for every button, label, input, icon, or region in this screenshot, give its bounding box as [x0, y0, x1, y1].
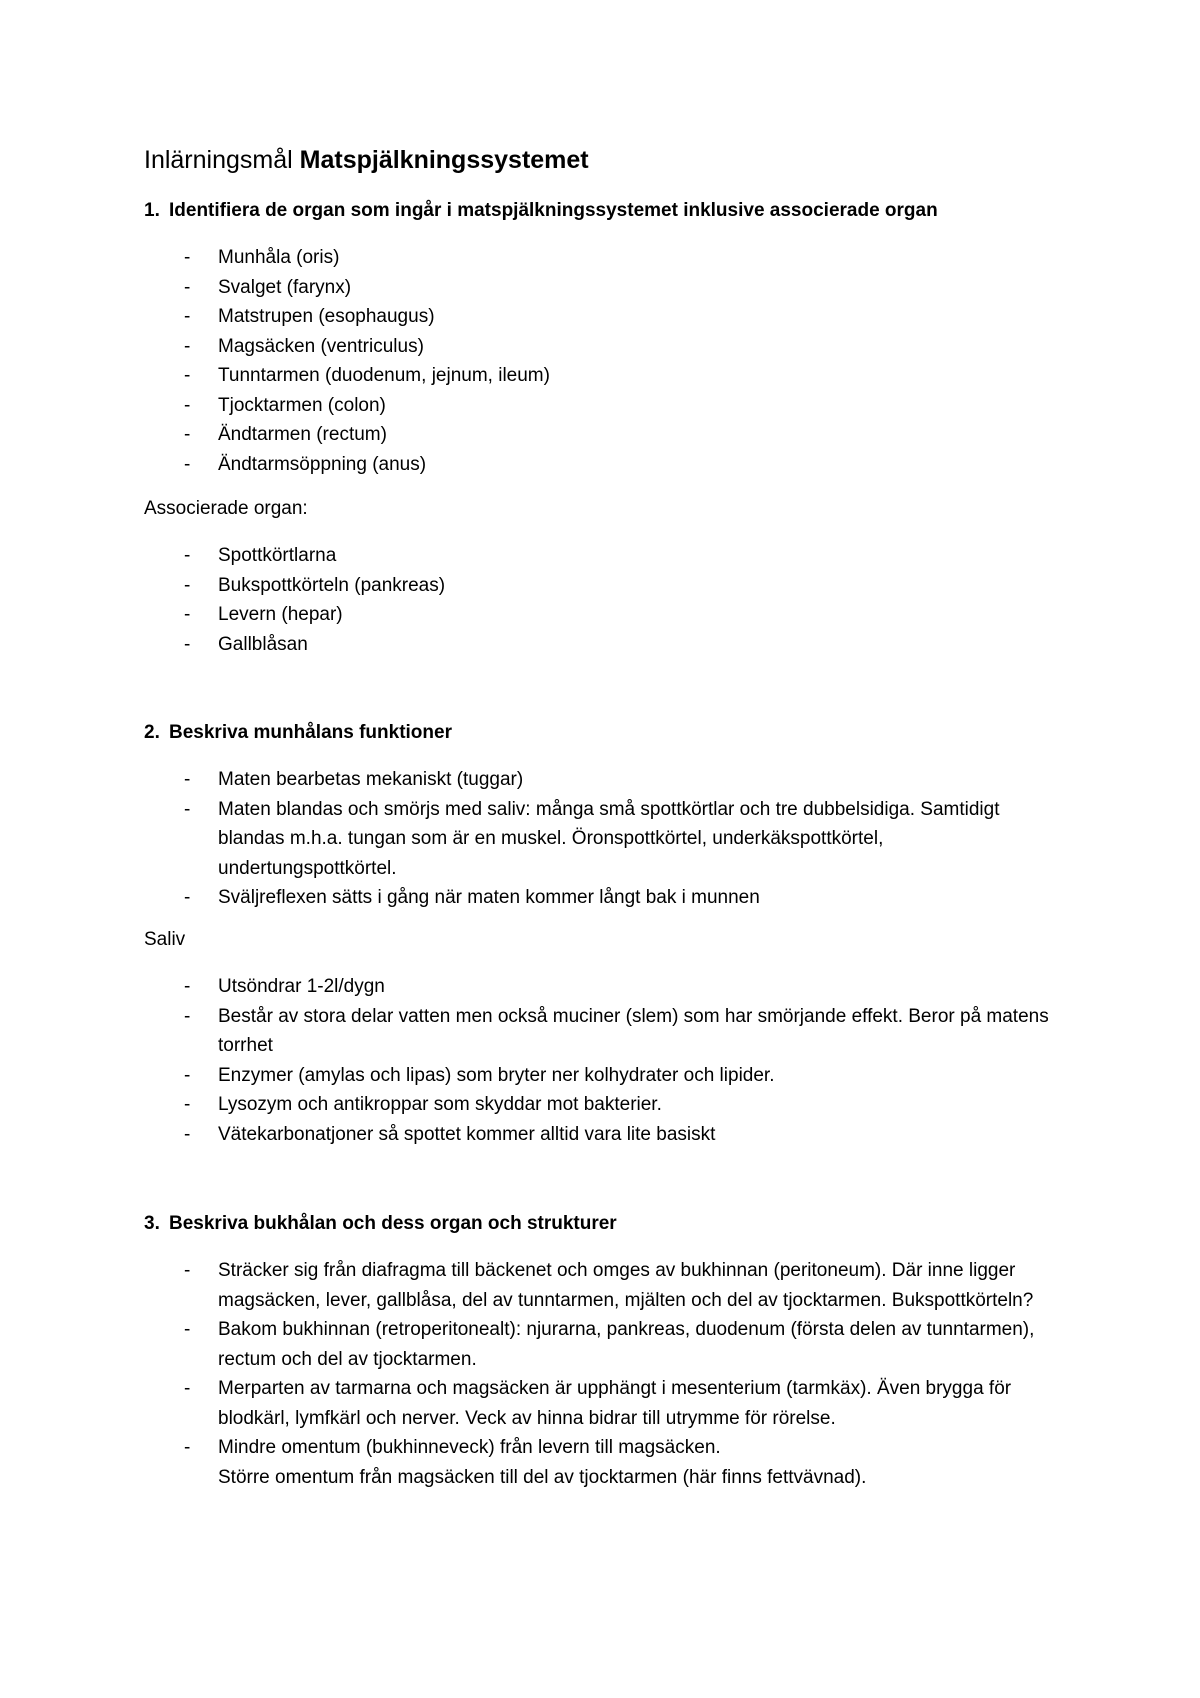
list-item-continuation: Större omentum från magsäcken till del av tjocktarmen (här finns fettvävnad).: [218, 1466, 867, 1488]
section-2-heading: [144, 722, 452, 744]
list-item: - Spottkörtlarna: [184, 545, 337, 566]
mouth-functions-list: [184, 765, 1064, 913]
list-item: - Tjocktarmen (colon): [184, 394, 386, 416]
list-item: - Vätekarbonatjoner så spottet kommer alltid vara lite basiskt: [184, 1123, 716, 1145]
saliva-label: Saliv: [144, 929, 186, 950]
list-item: - Lysozym och antikroppar som skyddar mot bakterier.: [184, 1094, 662, 1115]
list-item: - Maten blandas och smörjs med saliv: många små spottkörtlar och tre dubbelsidiga. Samtidigt blandas m.h.a. tungan som är en muskel. Öronspottkörtel, underkäkspottkörtel, undertungspottkörtel.: [184, 798, 1000, 879]
list-item: - Utsöndrar 1-2l/dygn: [184, 976, 385, 997]
section-number: 3.: [144, 1213, 160, 1234]
associated-organs-list: [184, 541, 1064, 659]
section-number: 1.: [144, 200, 160, 221]
list-item: - Enzymer (amylas och lipas) som bryter ner kolhydrater och lipider.: [184, 1064, 775, 1086]
list-item: - Gallblåsan: [184, 633, 308, 655]
abdominal-cavity-list: [184, 1256, 1064, 1492]
title-bold: Matspjälkningssystemet: [299, 146, 589, 174]
list-item: - Ändtarmsöppning (anus): [184, 453, 427, 475]
section-heading-text: Beskriva bukhålan och dess organ och strukturer: [169, 1213, 617, 1234]
section-heading-text: Beskriva munhålans funktioner: [169, 722, 452, 743]
list-item: - Merparten av tarmarna och magsäcken är upphängt i mesenterium (tarmkäx). Även brygga för blodkärl, lymfkärl och nerver. Veck av hinna bidrar till utrymme för rörelse.: [184, 1378, 1012, 1429]
list-item: - Magsäcken (ventriculus): [184, 335, 424, 357]
associated-organs-label: Associerade organ:: [144, 498, 308, 519]
list-item: - Bukspottkörteln (pankreas): [184, 574, 446, 596]
section-heading-text: Identifiera de organ som ingår i matspjälkningssystemet inklusive associerade organ: [169, 200, 938, 221]
list-item: - Matstrupen (esophaugus): [184, 306, 435, 327]
section-1-organ-list: [184, 243, 1064, 479]
list-item: - Bakom bukhinnan (retroperitonealt): njurarna, pankreas, duodenum (första delen av tunntarmen), rectum och del av tjocktarmen.: [184, 1319, 1035, 1370]
saliva-list: [184, 972, 1064, 1149]
page-title: [144, 146, 589, 175]
list-item: - Munhåla (oris): [184, 247, 340, 268]
list-item: - Tunntarmen (duodenum, jejnum, ileum): [184, 365, 550, 386]
list-item: - Består av stora delar vatten men också muciner (slem) som har smörjande effekt. Beror på matens torrhet: [184, 1005, 1049, 1056]
title-plain: Inlärningsmål: [144, 146, 300, 174]
section-3-heading: [144, 1213, 617, 1235]
list-item: - Levern (hepar): [184, 604, 343, 625]
list-item: - Svalget (farynx): [184, 276, 352, 298]
section-1-heading: [144, 200, 938, 222]
list-item: - Maten bearbetas mekaniskt (tuggar): [184, 769, 524, 790]
section-number: 2.: [144, 722, 160, 743]
list-item: - Mindre omentum (bukhinneveck) från levern till magsäcken. Större omentum från magsäcken till del av tjocktarmen (här finns fettvävnad).: [184, 1437, 867, 1488]
list-item: - Ändtarmen (rectum): [184, 424, 387, 445]
list-item: - Sväljreflexen sätts i gång när maten kommer långt bak i munnen: [184, 887, 760, 908]
list-item: - Sträcker sig från diafragma till bäckenet och omges av bukhinnan (peritoneum). Där inne ligger magsäcken, lever, gallblåsa, del av tunntarmen, mjälten och del av tjocktarmen. Bukspottkörteln?: [184, 1260, 1034, 1311]
